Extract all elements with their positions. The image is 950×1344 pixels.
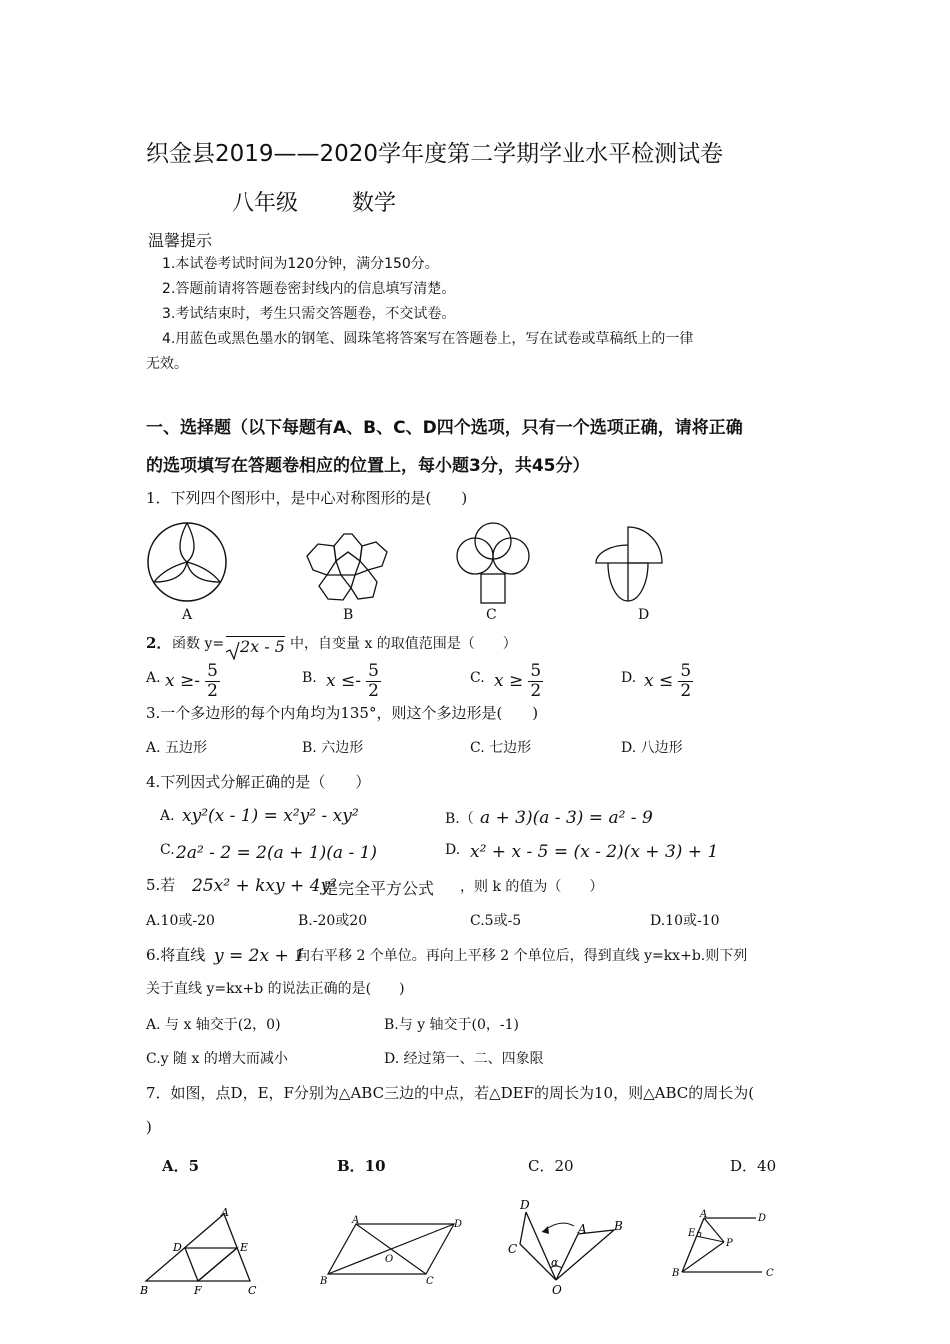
q1-figure-b — [303, 522, 393, 606]
q4-option-c-letter: C. — [160, 842, 175, 858]
q5-option-c: C.5或-5 — [470, 913, 522, 929]
svg-text:A: A — [352, 1215, 360, 1226]
q2-stem-pre: 函数 y= — [172, 636, 225, 652]
q6-option-b: B.与 y 轴交于(0，-1) — [384, 1017, 520, 1033]
q2-number: 2． — [146, 634, 172, 652]
svg-text:A: A — [578, 1222, 587, 1236]
tip-item-4-cont: 无效。 — [146, 356, 188, 372]
q3-option-a: A. 五边形 — [146, 740, 208, 756]
q2-option-c: x ≥ $\frac{5}{2}$ — [494, 661, 542, 701]
q6-option-d: D. 经过第一、二、四象限 — [384, 1051, 544, 1067]
q4-option-a-letter: A. — [160, 808, 175, 824]
q2-option-b: x ≤- $\frac{5}{2}$ — [326, 661, 379, 701]
svg-text:E: E — [240, 1241, 249, 1254]
tip-item-4: 4.用蓝色或黑色墨水的钢笔、圆珠笔将答案写在答题卷上，写在试卷或草稿纸上的一律 — [162, 331, 694, 347]
svg-text:D: D — [173, 1241, 182, 1254]
svg-text:B: B — [672, 1268, 680, 1279]
tip-item-2: 2.答题前请将答题卷密封线内的信息填写清楚。 — [162, 281, 456, 297]
svg-text:D: D — [454, 1219, 463, 1230]
svg-text:α: α — [551, 1256, 559, 1269]
svg-text:B: B — [320, 1276, 328, 1287]
q3-option-b: B. 六边形 — [302, 740, 364, 756]
svg-text:A: A — [221, 1206, 229, 1219]
tip-item-3: 3.考试结束时，考生只需交答题卷，不交试卷。 — [162, 306, 456, 322]
triangle-midpoint-figure — [138, 1206, 268, 1298]
svg-text:F: F — [194, 1284, 202, 1297]
q1-figure-c — [452, 520, 534, 606]
q3-option-c: C. 七边形 — [470, 740, 532, 756]
svg-text:D: D — [758, 1213, 767, 1224]
q2-radical-sign — [226, 642, 240, 660]
q2-option-a: x ≥- $\frac{5}{2}$ — [165, 661, 218, 701]
svg-text:C: C — [766, 1268, 774, 1279]
q3-option-d: D. 八边形 — [621, 740, 683, 756]
q6-stem-post: 向右平移 2 个单位。再向上平移 2 个单位后，得到直线 y=kx+b.则下列 — [296, 948, 748, 964]
q5-stem-post: ，则 k 的值为（ ） — [460, 879, 604, 895]
q4-option-c-expr: 2a² - 2 = 2(a + 1)(a - 1) — [176, 843, 378, 863]
q1-label-c: C — [486, 607, 497, 623]
q2-option-c-letter: C. — [470, 670, 485, 686]
q3-stem: 3.一个多边形的每个内角均为135°，则这个多边形是( ) — [146, 704, 539, 722]
q7-option-c: C．20 — [528, 1157, 574, 1175]
svg-text:O: O — [552, 1283, 562, 1297]
q7-option-a: A．5 — [162, 1157, 200, 1175]
q7-option-d: D．40 — [730, 1157, 777, 1175]
q7-stem-cont: ) — [146, 1118, 152, 1136]
svg-text:D: D — [520, 1198, 530, 1212]
svg-text:C: C — [248, 1284, 257, 1297]
tips-heading: 温馨提示 — [148, 231, 213, 250]
svg-text:B: B — [614, 1219, 623, 1233]
q2-option-b-letter: B. — [302, 670, 317, 686]
q4-option-b-letter: B.（ — [445, 811, 474, 827]
q5-option-d: D.10或-10 — [650, 913, 720, 929]
svg-text:E: E — [688, 1228, 696, 1239]
q4-option-b-expr: a + 3)(a - 3) = a² - 9 — [480, 808, 653, 828]
q1-label-b: B — [343, 607, 354, 623]
svg-text:A: A — [700, 1209, 708, 1220]
section-heading-line2: 的选项填写在答题卷相应的位置上，每小题3分，共45分） — [146, 456, 590, 476]
q1-label-d: D — [638, 607, 650, 623]
q2-option-a-letter: A. — [146, 670, 161, 686]
rotation-figure — [500, 1196, 630, 1300]
subject-label: 数学 — [352, 191, 397, 216]
parallel-lines-figure — [666, 1206, 786, 1288]
q2-stem-post: 中，自变量 x 的取值范围是（ ） — [290, 636, 517, 652]
svg-text:C: C — [508, 1242, 518, 1256]
q4-option-a-expr: xy²(x - 1) = x²y² - xy² — [182, 806, 359, 826]
q7-option-b: B．10 — [337, 1157, 386, 1175]
q6-expr: y = 2x + 1 — [214, 946, 305, 966]
q4-option-d-expr: x² + x - 5 = (x - 2)(x + 3) + 1 — [470, 842, 719, 862]
svg-text:B: B — [140, 1284, 149, 1297]
q5-stem-pre: 5.若 — [146, 876, 176, 894]
q4-stem: 4.下列因式分解正确的是（ ） — [146, 773, 371, 791]
q5-stem-mid: 是完全平方公式 — [322, 879, 435, 898]
svg-text:O: O — [385, 1254, 394, 1265]
grade-label: 八年级 — [232, 191, 299, 216]
q6-option-a: A. 与 x 轴交于(2，0) — [146, 1017, 281, 1033]
q6-stem-line2: 关于直线 y=kx+b 的说法正确的是( ) — [146, 981, 405, 997]
exam-title: 织金县2019——2020学年度第二学期学业水平检测试卷 — [146, 141, 724, 167]
q7-stem: 7．如图，点D，E，F分别为△ABC三边的中点，若△DEF的周长为10，则△ABC的周长为( — [146, 1084, 755, 1102]
q5-expr: 25x² + kxy + 4y² — [192, 876, 337, 896]
q4-option-d-letter: D. — [445, 842, 461, 858]
section-heading-line1: 一、选择题（以下每题有A、B、C、D四个选项，只有一个选项正确，请将正确 — [146, 418, 743, 438]
q2-option-d: x ≤ $\frac{5}{2}$ — [644, 661, 692, 701]
parallelogram-figure — [318, 1214, 466, 1290]
tip-item-1: 1.本试卷考试时间为120分钟，满分150分。 — [162, 256, 439, 272]
q5-option-a: A.10或-20 — [146, 913, 215, 929]
q2-option-d-letter: D. — [621, 670, 637, 686]
q5-option-b: B.-20或20 — [298, 913, 368, 929]
q2-radicand: 2x - 5 — [240, 637, 285, 656]
q1-figure-d — [594, 525, 668, 605]
q6-stem-pre: 6.将直线 — [146, 946, 206, 964]
q1-figure-a — [145, 520, 230, 605]
svg-text:P: P — [726, 1238, 733, 1249]
svg-text:C: C — [426, 1276, 434, 1287]
q1-stem: 1．下列四个图形中，是中心对称图形的是( ) — [146, 489, 468, 507]
q6-option-c: C.y 随 x 的增大而减小 — [146, 1051, 288, 1067]
q1-label-a: A — [182, 607, 193, 623]
